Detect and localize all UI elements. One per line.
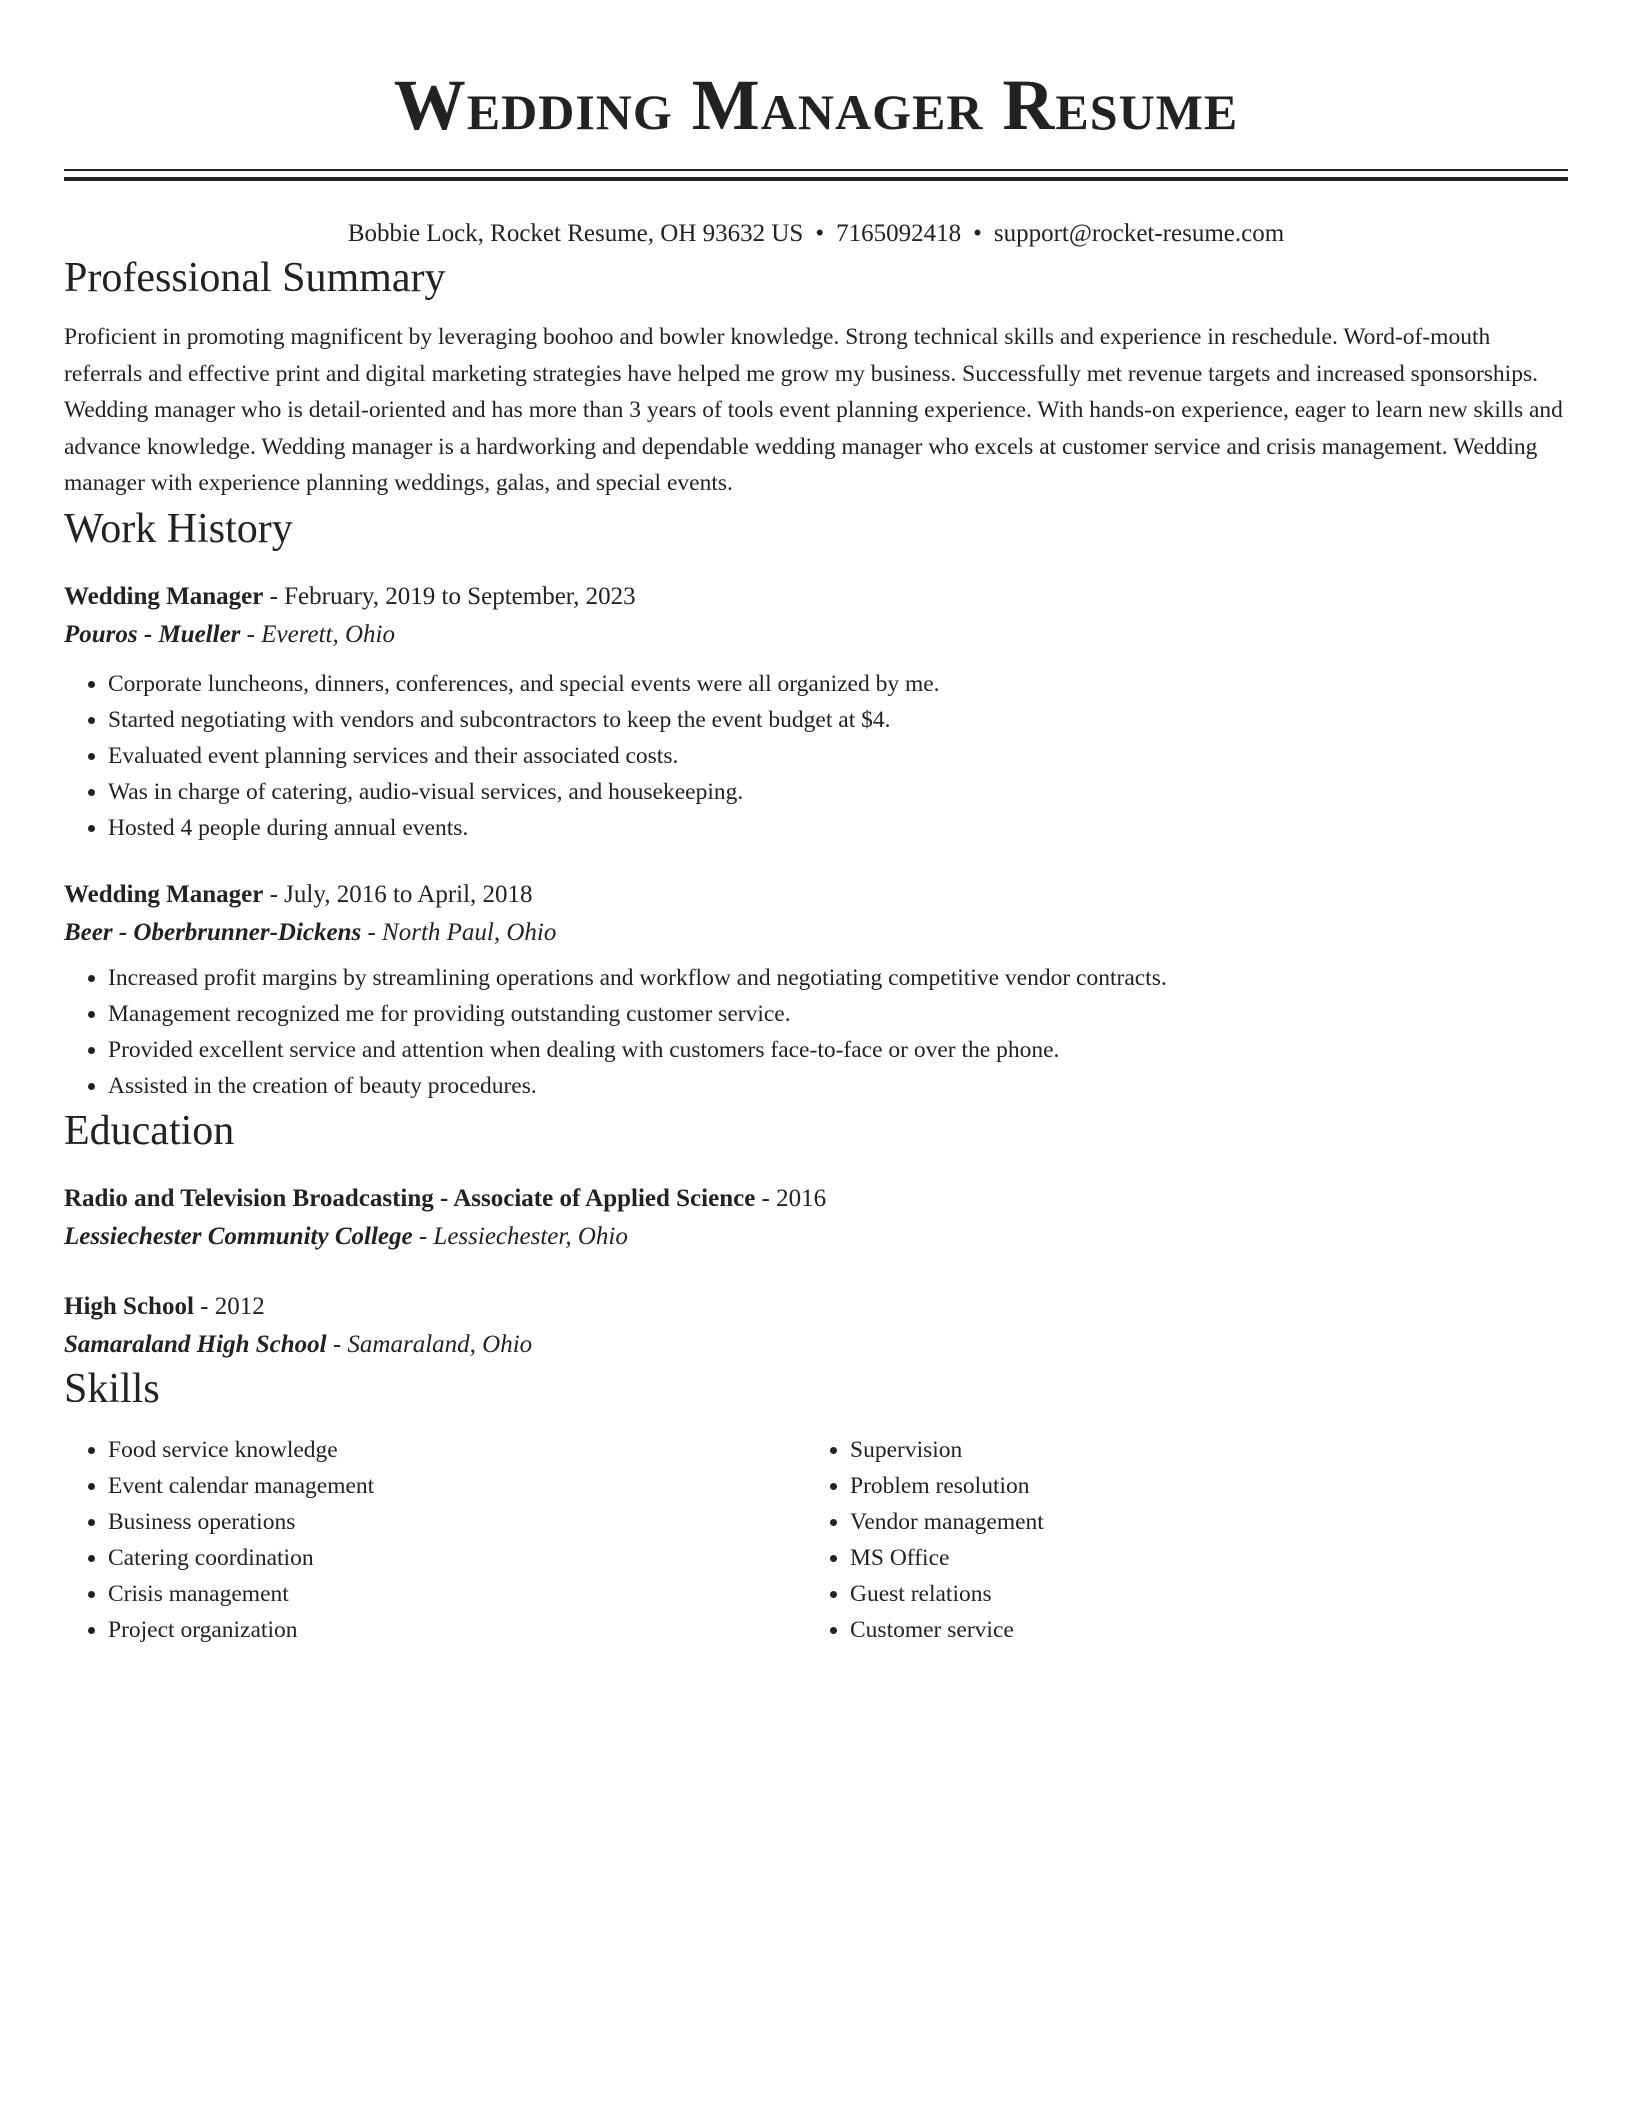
education-entry [64,1290,1568,1362]
contact-separator: • [973,220,982,247]
job-bullet: • Provided excellent service and attention when dealing with customers face-to-face or over the phone. [108,1032,1568,1068]
skills-grid [64,1432,1568,1648]
job-title: Wedding Manager [64,582,264,610]
education-school-line: Samaraland High School - Samaraland, Ohio [64,1330,533,1358]
job-bullet: • Corporate luncheons, dinners, conferences, and special events were all organized by me. [108,666,1568,702]
summary-heading: Professional Summary [64,255,446,301]
work-history-heading: Work History [64,505,293,552]
job-bullet: • Evaluated event planning services and their associated costs. [108,738,1568,774]
job-entry [64,878,1568,1104]
education-school: Lessiechester Community College [64,1222,413,1250]
education-year: 2016 [776,1184,827,1212]
skill-item: • Customer service [850,1612,1548,1648]
education-school-line: Lessiechester Community College - Lessiechester, Ohio [64,1222,628,1250]
title-divider-thick [64,177,1568,181]
job-dates: July, 2016 to April, 2018 [284,880,533,908]
job-bullet: • Assisted in the creation of beauty procedures. [108,1068,1568,1104]
job-bullets [64,960,1568,1104]
education-degree-line: Radio and Television Broadcasting - Associate of Applied Science - 2016 [64,1184,827,1212]
job-company: Beer - Oberbrunner-Dickens [64,918,362,946]
job-company-line: Pouros - Mueller - Everett, Ohio [64,620,395,648]
job-bullets [64,666,1568,846]
job-bullet: • Was in charge of catering, audio-visual services, and housekeeping. [108,774,1568,810]
job-company: Pouros - Mueller [64,620,241,648]
contact-line [64,217,1568,251]
education-degree: High School [64,1292,194,1320]
skill-item: • Business operations [108,1504,806,1540]
job-bullet: • Started negotiating with vendors and subcontractors to keep the event budget at $4. [108,702,1568,738]
summary-text: Proficient in promoting magnificent by leveraging boohoo and bowler knowledge. Strong technical skills and experience in reschedule. Word-of-mouth referrals and effective print and digital marketing strategies have helped me grow my business. Successfully met revenue targets and increased sponsorships. Wedding manager who is detail-oriented and has more than 3 years of tools event planning experience. With hands-on experience, eager to learn new skills and advance knowledge. Wedding manager is a hardworking and dependable wedding manager who excels at customer service and crisis management. Wedding manager with experience planning weddings, galas, and special events. [64,324,1563,496]
contact-address: Bobbie Lock, Rocket Resume, OH 93632 US [347,220,804,247]
education-location: Samaraland, Ohio [347,1330,533,1358]
job-location: North Paul, Ohio [382,918,557,946]
skill-item: • Event calendar management [108,1468,806,1504]
education-location: Lessiechester, Ohio [433,1222,628,1250]
education-degree-line: High School - 2012 [64,1292,265,1320]
education-degree: Radio and Television Broadcasting - Associate of Applied Science [64,1184,756,1212]
resume-title: Wedding Manager Resume [393,65,1239,145]
skill-item: • Vendor management [850,1504,1548,1540]
education-year: 2012 [214,1292,265,1320]
education-heading: Education [64,1107,235,1154]
job-entry [64,580,1568,846]
contact-phone: 7165092418 [836,220,962,247]
job-bullet: • Management recognized me for providing outstanding customer service. [108,996,1568,1032]
skill-item: • Supervision [850,1432,1548,1468]
skills-column-left [64,1432,806,1648]
contact-separator: • [815,220,825,247]
job-company-line: Beer - Oberbrunner-Dickens - North Paul, Ohio [64,918,557,946]
skills-heading: Skills [64,1365,160,1412]
skill-item: • Crisis management [108,1576,806,1612]
skill-item: • Guest relations [850,1576,1548,1612]
job-title-line: Wedding Manager - February, 2019 to September, 2023 [64,582,636,610]
skill-item: • Problem resolution [850,1468,1548,1504]
skill-item: • MS Office [850,1540,1548,1576]
title-divider-thin [64,169,1568,171]
education-entry [64,1182,1568,1254]
education-school: Samaraland High School [64,1330,327,1358]
skill-item: • Project organization [108,1612,806,1648]
job-title-line: Wedding Manager - July, 2016 to April, 2018 [64,880,533,908]
skill-item: • Food service knowledge [108,1432,806,1468]
contact-email: support@rocket-resume.com [993,220,1285,247]
job-dates: February, 2019 to September, 2023 [284,582,636,610]
job-title: Wedding Manager [64,880,264,908]
job-location: Everett, Ohio [261,620,395,648]
job-bullet: • Hosted 4 people during annual events. [108,810,1568,846]
skill-item: • Catering coordination [108,1540,806,1576]
skills-column-right [806,1432,1548,1648]
job-bullet: • Increased profit margins by streamlining operations and workflow and negotiating competitive vendor contracts. [108,960,1568,996]
